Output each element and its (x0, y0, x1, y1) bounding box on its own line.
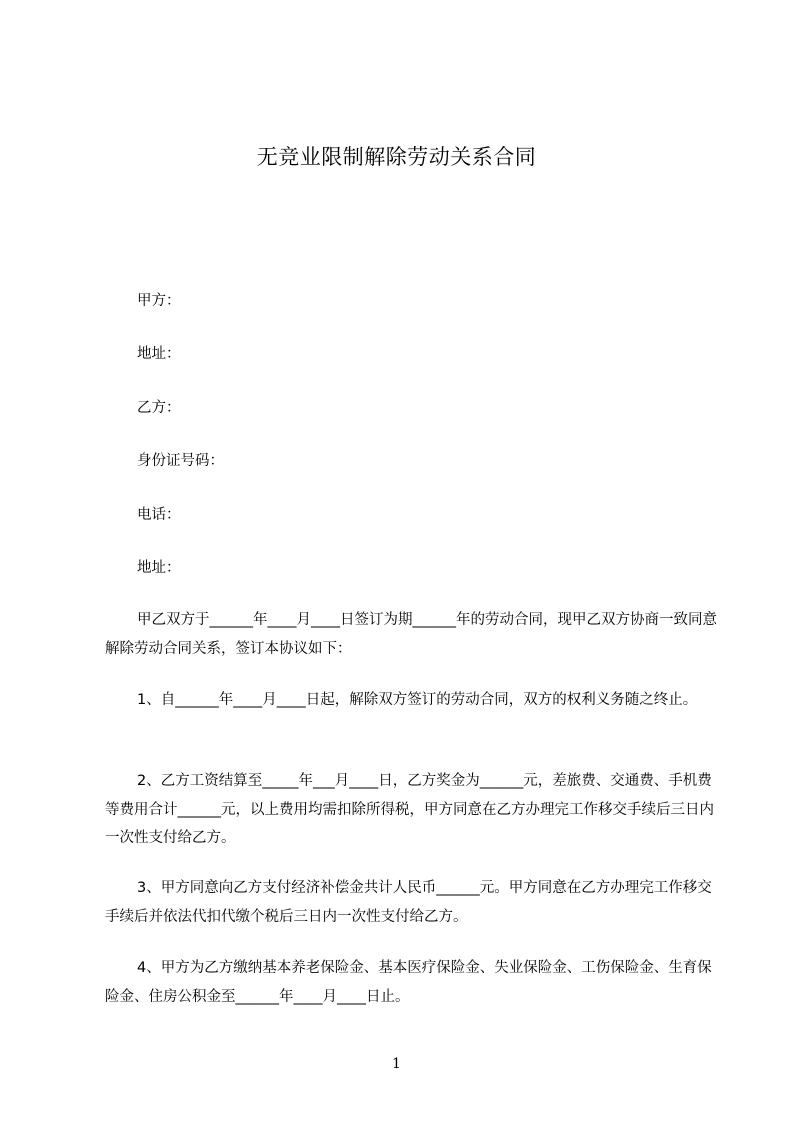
party-a-address-label: 地址： (137, 346, 181, 362)
id-number-label: 身份证号码： (137, 453, 224, 469)
page-number: 1 (392, 1056, 401, 1072)
clause-1: 1、自______年____月____日起，解除双方签订的劳动合同，双方的权利义务随之终止。 (137, 692, 698, 708)
intro-paragraph: 甲乙双方于______年____月____日签订为期______年的劳动合同，现甲乙双方协商一致同意解除劳动合同关系，签订本协议如下： (105, 612, 717, 657)
party-a-label: 甲方： (137, 293, 181, 309)
party-b-address-label: 地址： (137, 560, 181, 576)
clause-2: 2、乙方工资结算至_____年___月____日，乙方奖金为______元，差旅费、交通费、手机费等费用合计______元，以上费用均需扣除所得税，甲方同意在乙方办理完工作移交手续后三日内一次性支付给乙方。 (105, 773, 714, 846)
clause-4: 4、甲方为乙方缴纳基本养老保险金、基本医疗保险金、失业保险金、工伤保险金、生育保险金、住房公积金至______年____月____日止。 (105, 960, 712, 1005)
phone-label: 电话： (137, 507, 181, 523)
party-b-label: 乙方： (137, 400, 181, 416)
clause-3: 3、甲方同意向乙方支付经济补偿金共计人民币______元。甲方同意在乙方办理完工作移交手续后并依法代扣代缴个税后三日内一次性支付给乙方。 (105, 880, 712, 925)
document-title: 无竞业限制解除劳动关系合同 (256, 145, 537, 169)
